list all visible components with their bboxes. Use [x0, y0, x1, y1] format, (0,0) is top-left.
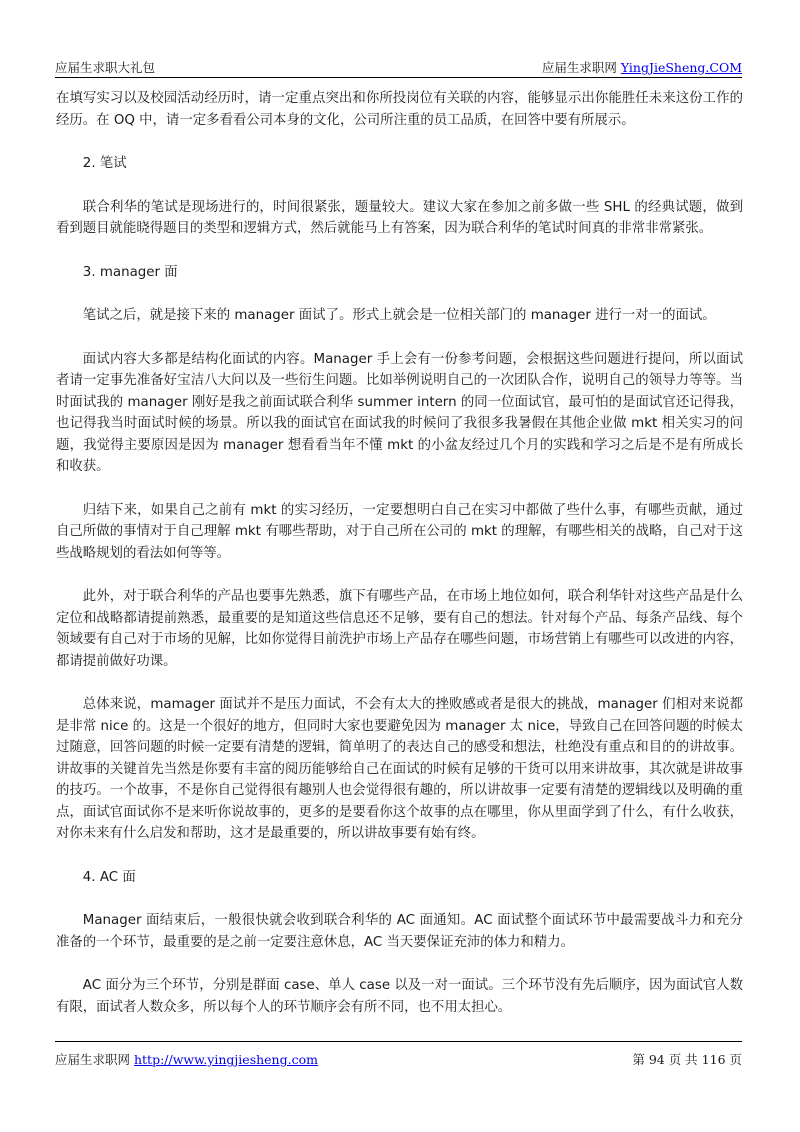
header-title: 应届生求职大礼包 [55, 60, 156, 75]
footer-divider [55, 1041, 742, 1042]
paragraph-ac-2: AC 面分为三个环节，分别是群面 case、单人 case 以及一对一面试。三个环节没有先后顺序，因为面试官人数有限，面试者人数众多，所以每个人的环节顺序会有所不同，也不用太担心。 [56, 978, 743, 1015]
footer-site-label: 应届生求职网 [55, 1052, 134, 1067]
paragraph-manager-5: 总体来说，mamager 面试并不是压力面试，不会有太大的挫败感或者是很大的挑战，manager 们相对来说都是非常 nice 的。这是一个很好的地方，但同时大家也要避免因为 manager 太 nice，导致自己在回答问题的时候太过随意，回答问题的时候一定要有清楚的逻辑，简单明了的表达自己的感受和想法，杜绝没有重点和目的的讲故事。讲故事的关键首先当然是你要有丰富的阅历能够给自己在面试的时候有足够的干货可以用来讲故事，其次就是讲故事的技巧。一个故事，不是你自己觉得很有趣别人也会觉得很有趣的，所以讲故事一定要有清楚的逻辑线以及明确的重点，面试官面试你不是来听你说故事的，更多的是要看你这个故事的点在哪里，你从里面学到了什么，有什么收获，对你未来有什么启发和帮助，这才是最重要的，所以讲故事要有始有终。 [56, 697, 743, 841]
paragraph-written-test: 联合利华的笔试是现场进行的，时间很紧张，题量较大。建议大家在参加之前多做一些 SHL 的经典试题，做到看到题目就能晓得题目的类型和逻辑方式，然后就能马上有答案，因为联合利华的笔试时间真的非常非常紧张。 [56, 199, 743, 236]
page-content [56, 88, 743, 1040]
footer-site [55, 1050, 318, 1068]
section-heading-manager-interview: 3. manager 面 [82, 264, 178, 280]
footer-site-link[interactable]: http://www.yingjiesheng.com [133, 1052, 318, 1067]
paragraph-ac-1: Manager 面结束后，一般很快就会收到联合利华的 AC 面通知。AC 面试整个面试环节中最需要战斗力和充分准备的一个环节，最重要的是之前一定要注意休息，AC 当天要保证充沛的体力和精力。 [56, 913, 743, 950]
section-heading-written-test: 2. 笔试 [82, 156, 127, 171]
paragraph-manager-2: 面试内容大多都是结构化面试的内容。Manager 手上会有一份参考问题，会根据这些问题进行提问，所以面试者请一定事先准备好宝洁八大问以及一些衍生问题。比如举例说明自己的一次团队合作，说明自己的领导力等等。当时面试我的 manager 刚好是我之前面试联合利华 summer intern 的同一位面试官，最可怕的是面试官还记得我，也记得我当时面试时候的场景。所以我的面试官在面试我的时候问了我很多我暑假在其他企业做 mkt 相关实习的问题，我觉得主要原因是因为 manager 想看看当年不懂 mkt 的小盆友经过几个月的实践和学习之后是不是有所成长和收获。 [56, 351, 743, 474]
page-number: 第 94 页 共 116 页 [632, 1052, 742, 1067]
paragraph-manager-1: 笔试之后，就是接下来的 manager 面试了。形式上就会是一位相关部门的 manager 进行一对一的面试。 [82, 308, 716, 323]
header-divider [55, 77, 742, 78]
paragraph-intro: 在填写实习以及校园活动经历时，请一定重点突出和你所投岗位有关联的内容，能够显示出你能胜任未来这份工作的经历。在 OQ 中，请一定多看看公司本身的文化，公司所注重的员工品质，在回答中要有所展示。 [56, 91, 743, 128]
header-site-label: 应届生求职网 [541, 60, 621, 75]
header-site [542, 58, 742, 76]
paragraph-manager-4: 此外，对于联合利华的产品也要事先熟悉，旗下有哪些产品，在市场上地位如何，联合利华针对这些产品是什么定位和战略都请提前熟悉，最重要的是知道这些信息还不足够，要有自己的想法。针对每个产品、每条产品线、每个领域要有自己对于市场的见解，比如你觉得目前洗护市场上产品存在哪些问题，市场营销上有哪些可以改进的内容，都请提前做好功课。 [56, 589, 743, 669]
section-heading-ac-interview: 4. AC 面 [82, 869, 136, 885]
header-site-link[interactable]: YingJieSheng.COM [620, 60, 742, 75]
paragraph-manager-3: 归结下来，如果自己之前有 mkt 的实习经历，一定要想明白自己在实习中都做了些什么事，有哪些贡献，通过自己所做的事情对于自己理解 mkt 有哪些帮助，对于自己所在公司的 mkt 的理解，有哪些相关的战略，自己对于这些战略规划的看法如何等等。 [56, 502, 743, 561]
